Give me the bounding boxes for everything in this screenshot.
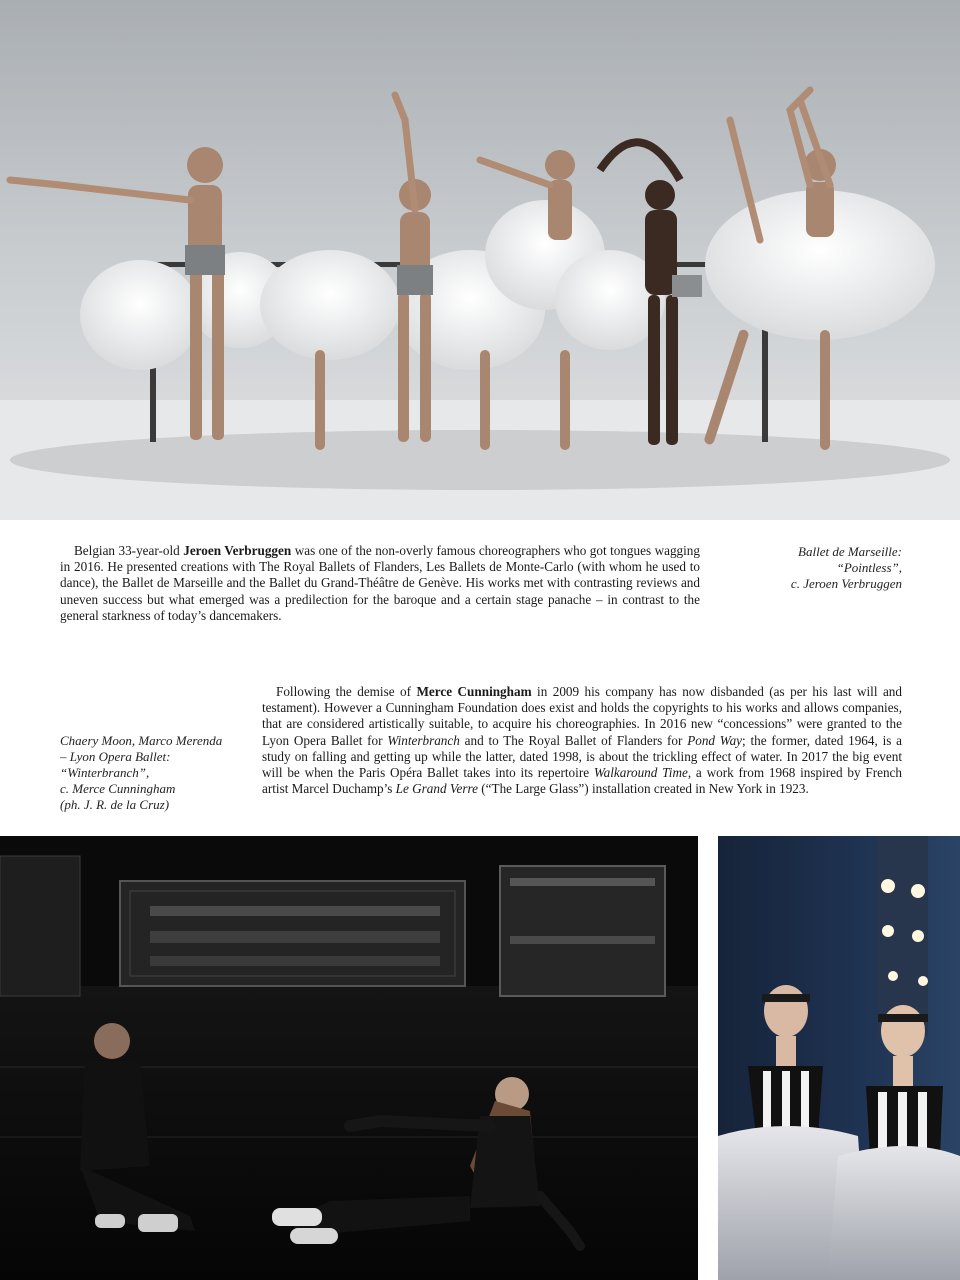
article-2-title-winterbranch: Winterbranch	[387, 732, 460, 748]
caption-line: c. Merce Cunningham	[60, 781, 176, 796]
photo-backstage-illustration	[718, 836, 960, 1280]
article-2-name-merce-cunningham: Merce Cunningham	[416, 684, 532, 699]
article-2-segment: and to The Royal Ballet of Flanders for	[459, 732, 688, 748]
caption-line: Chaery Moon, Marco Merenda	[60, 733, 223, 748]
caption-line: – Lyon Opera Ballet:	[60, 749, 171, 764]
article-1-segment: Belgian 33-year-old	[74, 543, 184, 558]
article-2-segment: (“The Large Glass”) installation created in New York in 1923.	[477, 781, 809, 797]
article-jeroen-verbruggen	[60, 543, 700, 624]
article-2-title-walkaround-time: Walkaround Time	[593, 765, 688, 781]
article-2-title-le-grand-verre: Le Grand Verre	[395, 781, 478, 797]
article-1-name-jeroen-verbruggen: Jeroen Verbruggen	[183, 543, 292, 558]
caption-line: “Pointless”,	[836, 560, 902, 575]
photo-winterbranch-illustration	[0, 836, 698, 1280]
photo-winterbranch	[0, 836, 698, 1280]
caption-winterbranch	[60, 733, 250, 813]
article-jeroen-verbruggen-paragraph	[60, 543, 700, 624]
caption-line: “Winterbranch”,	[60, 765, 150, 780]
caption-line: (ph. J. R. de la Cruz)	[60, 797, 170, 812]
article-2-segment: , a work from 1968 inspired by French artist Marcel Duchamp’s	[262, 765, 902, 797]
caption-pointless	[740, 544, 902, 592]
article-1-segment: was one of the non-overly famous choreographers who got tongues wagging in 2016. He presented creations with The Royal Ballets of Flanders, Les Ballets de Monte-Carlo (with whom he used to dance), the Ballet de Marseille and the Ballet du Grand-Théâtre de Genève. His works met with contrasting reviews and uneven success but what emerged was a predilection for the baroque and a certain stage panache – in contrast to the general starkness of today’s dancemakers.	[60, 543, 700, 623]
article-merce-cunningham	[262, 684, 902, 797]
photo-pointless-illustration	[0, 0, 960, 520]
caption-line: Ballet de Marseille:	[798, 544, 902, 559]
article-2-segment: ; the former, dated 1964, is a study on falling and getting up while the latter, dated 1998, is about the trickling effect of water. In 2017 the big event will be when the Paris Opéra Ballet takes into its repertoire	[262, 732, 902, 781]
article-2-title-pond-way: Pond Way	[687, 732, 743, 748]
caption-line: c. Jeroen Verbruggen	[790, 576, 902, 591]
article-2-segment: Following the demise of	[276, 684, 417, 699]
photo-pointless-ballet	[0, 0, 960, 520]
article-merce-cunningham-paragraph	[262, 684, 902, 797]
article-2-segment: in 2009 his company has now disbanded (as per his last will and testament). However a Cunningham Foundation does exist and holds the copyrights to his works and allows companies, that are considered artistically suitable, to acquire his choreographies. In 2016 new “concessions” were granted to the Lyon Opera Ballet for	[262, 684, 902, 748]
photo-backstage-dancers	[718, 836, 960, 1280]
